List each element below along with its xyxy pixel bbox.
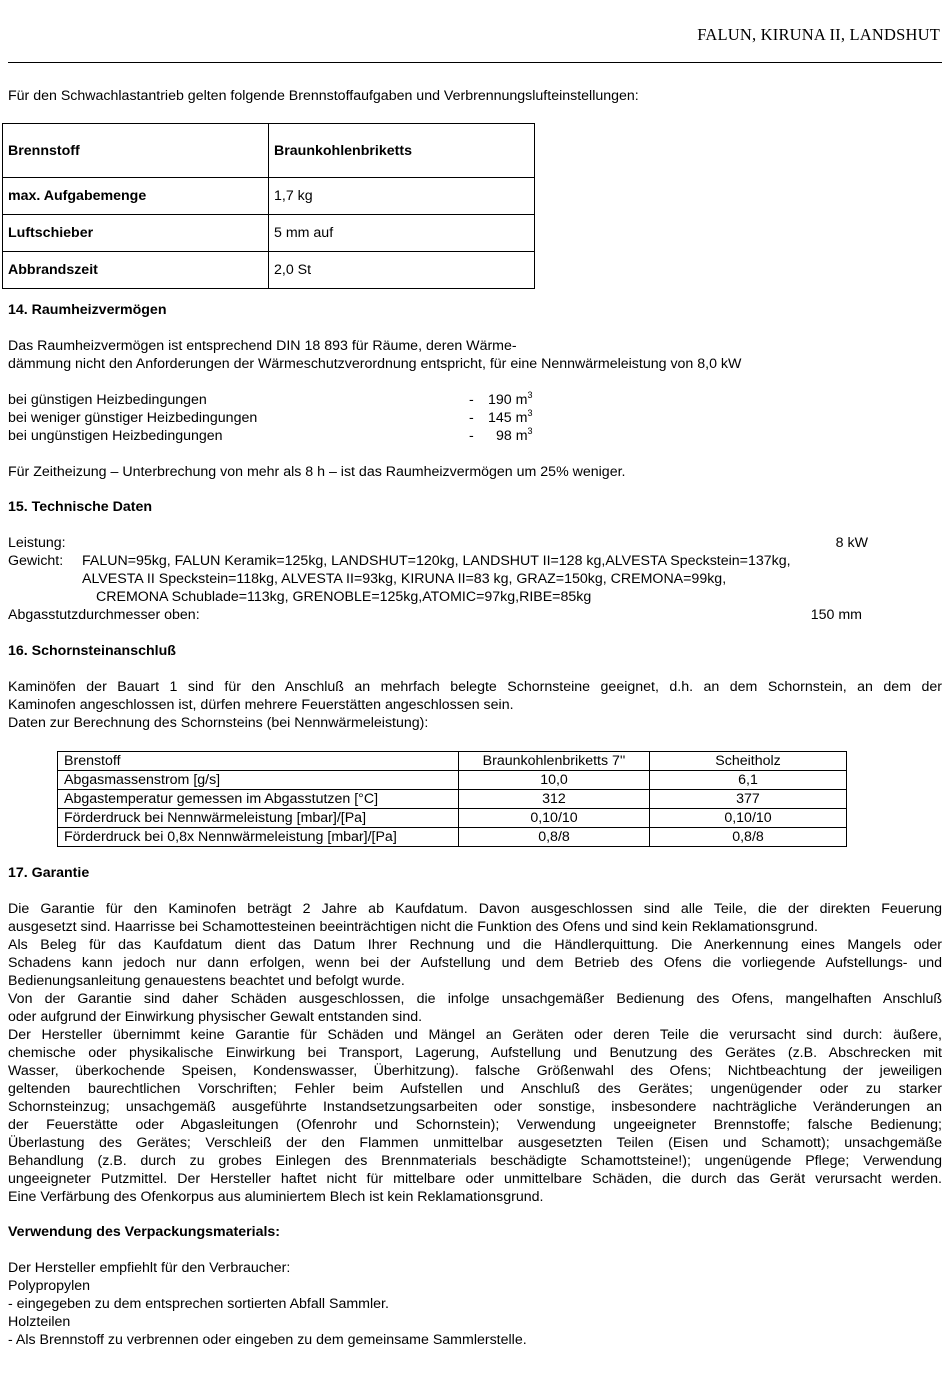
fuel-table-row [3,124,535,178]
packaging-title: Verwendung des Verpackungsmaterials: [8,1224,281,1240]
fuel-label: Brennstoff [3,124,269,178]
warranty-line: Von der Garantie sind daher Schäden ausgeschlossen, die infolge unsachgemäßer Bedienung des Ofens, mangelhaften Anschluß [8,991,942,1007]
section14-title: 14. Raumheizvermögen [8,302,167,318]
table-cell: 312 [459,790,650,809]
table-cell: 0,8/8 [459,828,650,847]
intro-text: Für den Schwachlastantrieb gelten folgende Brennstoffaufgaben und Verbrennungslufteinstellungen: [8,88,639,104]
warranty-line: Eine Verfärbung des Ofenkorpus aus aluminiertem Blech ist kein Reklamationsgrund. [8,1189,544,1205]
chimney-table-header [58,752,847,771]
warranty-line: Überlastung des Gerätes; Verschleiß der den Flammen unmittelbar ausgesetzten Teilen (Eisen und Schamott); unsachgemäße [8,1135,942,1151]
table-cell: 0,8/8 [650,828,847,847]
packaging-line: Holzteilen [8,1314,71,1330]
flue-value: 150 mm [810,607,862,623]
packaging-line: Der Hersteller empfiehlt für den Verbraucher: [8,1260,291,1276]
condition-volume: 145 m [488,410,528,426]
table-row [58,790,847,809]
condition-label: bei günstigen Heizbedingungen [8,392,207,408]
fuel-label: max. Aufgabemenge [3,178,269,215]
table-cell: Förderdruck bei Nennwärmeleistung [mbar]/[Pa] [58,809,459,828]
warranty-line: Der Hersteller übernimmt keine Garantie für Schäden und Mängel an Geräten oder deren Teile die verursacht sind durch: äußere, [8,1027,942,1043]
condition-volume: 190 m [488,392,528,408]
section15-title: 15. Technische Daten [8,499,153,515]
header-title: FALUN, KIRUNA II, LANDSHUT [697,25,940,44]
fuel-label: Abbrandszeit [3,252,269,289]
warranty-line: Als Beleg für das Kaufdatum dient das Datum Ihrer Rechnung und die Händlerquittung. Die Anerkennung eines Mangels oder [8,937,942,953]
warranty-line: der Feuerstätte oder Abgasleitungen (Ofenrohr und Schornstein); Verwendung ungeeigneter Brennstoffe; falsche Bedienung; [8,1117,942,1133]
condition-dash: - [469,410,474,426]
condition-value [496,428,533,444]
table-cell: 377 [650,790,847,809]
condition-dash: - [469,392,474,408]
table-header-cell: Scheitholz [650,752,847,771]
flue-label: Abgasstutzdurchmesser oben: [8,607,200,623]
fuel-value: 2,0 St [269,252,535,289]
table-row [58,771,847,790]
warranty-line: chemische oder physikalische Einwirkung bei Transport, Lagerung, Aufstellung und Benutzung des Gerätes (z.B. Abschrecken mit [8,1045,942,1061]
warranty-line: geltenden baurechtlichen Vorschriften; Fehler beim Aufstellen und Anschluß des Gerätes; ungenügender oder zu starker [8,1081,942,1097]
table-row [58,809,847,828]
table-header-cell: Brenstoff [58,752,459,771]
unit-exponent: 3 [527,390,533,400]
warranty-line: Die Garantie für den Kaminofen beträgt 2 Jahre ab Kaufdatum. Davon ausgeschlossen sind alle Teile, die der direkten Feuerung [8,901,942,917]
fuel-table [2,123,535,289]
fuel-label: Luftschieber [3,215,269,252]
warranty-line: Schornsteinzug; unsachgemäß ausgeführte Instandsetzungsarbeiten oder sonstige, insbesondere nachträgliche Veränderungen an [8,1099,942,1115]
warranty-line: Wasser, überkochende Speisen, Kondenswasser, Überhitzung). falsche Größenwahl des Ofens; Nichtbeachtung der jeweiligen [8,1063,942,1079]
table-cell: 6,1 [650,771,847,790]
condition-value [488,410,532,426]
condition-value [488,392,532,408]
condition-dash: - [469,428,474,444]
condition-label: bei weniger günstiger Heizbedingungen [8,410,258,426]
table-cell: 0,10/10 [650,809,847,828]
fuel-table-row [3,252,535,289]
warranty-line: ungeeigneter Putzmittel. Der Hersteller haftet nicht für mittelbare oder unmittelbare Schäden, die durch das Gerät verursacht werden. [8,1171,942,1187]
section16-paragraph-line: Kaminöfen der Bauart 1 sind für den Anschluß an mehrfach belegte Schornsteine geeignet, d.h. an dem Schornstein, an dem der [8,679,942,695]
weight-line: FALUN=95kg, FALUN Keramik=125kg, LANDSHUT=120kg, LANDSHUT II=128 kg,ALVESTA Speckstein=137kg, [82,553,791,569]
unit-exponent: 3 [527,408,533,418]
weight-label: Gewicht: [8,553,64,569]
table-cell: Förderdruck bei 0,8x Nennwärmeleistung [mbar]/[Pa] [58,828,459,847]
power-label: Leistung: [8,535,66,551]
packaging-line: - eingegeben zu dem entsprechen sortierten Abfall Sammler. [8,1296,389,1312]
unit-exponent: 3 [527,426,533,436]
table-header-cell: Braunkohlenbriketts 7'' [459,752,650,771]
weight-line: CREMONA Schublade=113kg, GRENOBLE=125kg,ATOMIC=97kg,RIBE=85kg [96,589,592,605]
warranty-line: ausgesetzt sind. Haarrisse bei Schamottesteinen beeinträchtigen nicht die Funktion des Ofens und sind kein Reklamationsgrund. [8,919,818,935]
fuel-value: 1,7 kg [269,178,535,215]
table-cell: 0,10/10 [459,809,650,828]
fuel-table-row [3,178,535,215]
chimney-table [57,751,847,847]
section17-title: 17. Garantie [8,865,90,881]
warranty-line: Bedienungsanleitung genauestens beachtet und befolgt wurde. [8,973,405,989]
table-cell: Abgastemperatur gemessen im Abgasstutzen [°C] [58,790,459,809]
section16-title: 16. Schornsteinanschluß [8,643,176,659]
table-cell: Abgasmassenstrom [g/s] [58,771,459,790]
section16-paragraph-line: Daten zur Berechnung des Schornsteins (bei Nennwärmeleistung): [8,715,429,731]
packaging-line: - Als Brennstoff zu verbrennen oder eingeben zu dem gemeinsame Sammlerstelle. [8,1332,527,1348]
table-row [58,828,847,847]
warranty-line: Schadens kann jedoch nur dann erfolgen, wenn bei der Aufstellung und dem Betrieb des Ofens die vorliegende Aufstellungs- und [8,955,942,971]
section14-note: Für Zeitheizung – Unterbrechung von mehr als 8 h – ist das Raumheizvermögen um 25% weniger. [8,464,626,480]
weight-line: ALVESTA II Speckstein=118kg, ALVESTA II=93kg, KIRUNA II=83 kg, GRAZ=150kg, CREMONA=99kg, [82,571,727,587]
power-value: 8 kW [835,535,868,551]
packaging-line: Polypropylen [8,1278,91,1294]
table-cell: 10,0 [459,771,650,790]
fuel-value: 5 mm auf [269,215,535,252]
fuel-value: Braunkohlenbriketts [269,124,535,178]
condition-volume: 98 m [496,428,528,444]
warranty-line: oder aufgrund der Einwirkung physischer Gewalt entstanden sind. [8,1009,423,1025]
condition-label: bei ungünstigen Heizbedingungen [8,428,223,444]
section14-line1: Das Raumheizvermögen ist entsprechend DIN 18 893 für Räume, deren Wärme- [8,338,517,354]
section16-paragraph-line: Kaminofen angeschlossen ist, dürfen mehrere Feuerstätten angeschlossen sein. [8,697,514,713]
section14-line2: dämmung nicht den Anforderungen der Wärmeschutzverordnung entspricht, für eine Nennwärmeleistung von 8,0 kW [8,356,742,372]
warranty-line: Behandlung (z.B. durch zu grobes Einlegen des Brennmaterials beschädigte Schamottsteine!); ungenügende Pflege; Verwendung [8,1153,942,1169]
fuel-table-row [3,215,535,252]
page-header [8,22,942,63]
